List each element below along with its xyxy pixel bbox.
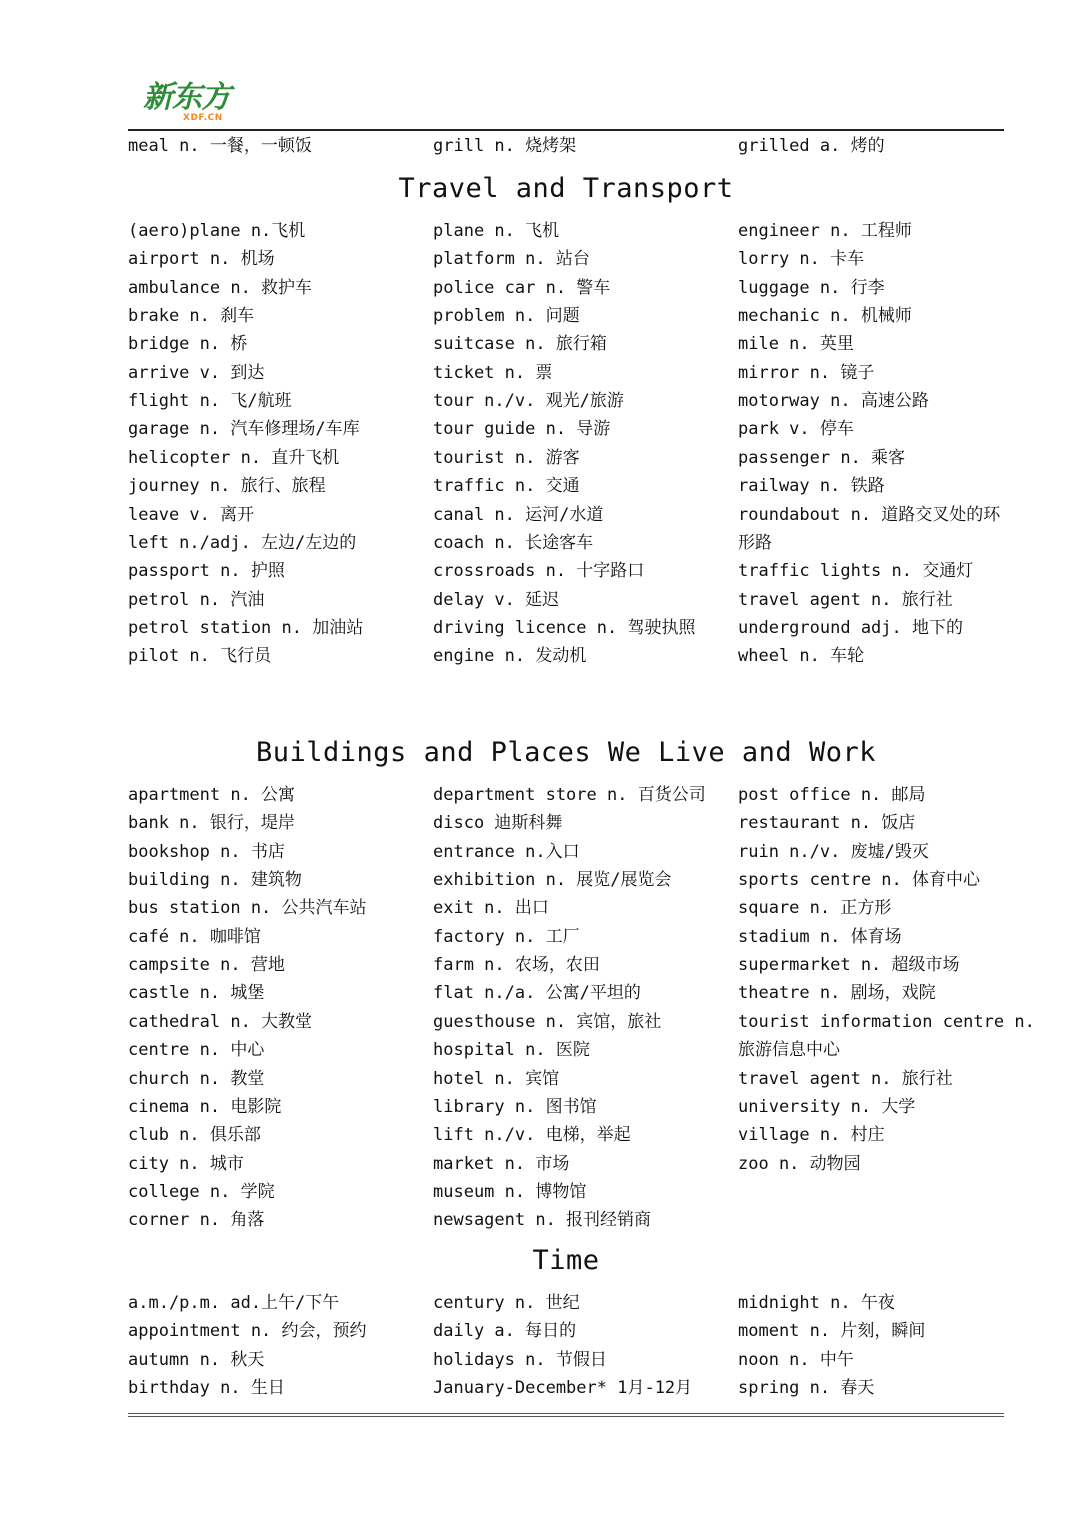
vocab-entry: restaurant n. 饭店 [738,813,916,834]
vocab-entry: petrol station n. 加油站 [128,617,364,638]
vocab-entry: café n. 咖啡馆 [128,926,261,947]
vocab-row [128,472,1028,500]
vocab-entry: plane n. 飞机 [433,221,560,241]
vocab-entry: garage n. 汽车修理场/车库 [128,419,360,440]
vocab-entry: grilled a. 烤的 [738,136,885,156]
vocab-entry: passport n. 护照 [128,561,285,582]
vocab-entry: railway n. 铁路 [738,476,885,497]
logo-domain: XDF.CN [183,113,223,123]
vocab-entry: university n. 大学 [738,1096,916,1117]
vocab-entry: daily a. 每日的 [433,1321,577,1342]
vocab-row [128,1093,1028,1121]
vocab-row [128,359,1028,387]
vocab-row [128,642,1028,670]
vocab-entry: tour n./v. 观光/旅游 [433,391,624,412]
vocab-row [128,1374,1028,1402]
vocab-entry: traffic n. 交通 [433,476,580,497]
vocab-entry: January-December* 1月-12月 [433,1378,693,1399]
vocab-row [128,809,1028,837]
vocab-row [128,529,1028,557]
vocab-row [128,1289,1028,1317]
vocab-entry: bank n. 银行，堤岸 [128,813,295,834]
vocab-entry: newsagent n. 报刊经销商 [433,1210,652,1231]
vocab-entry: farm n. 农场，农田 [433,955,600,976]
vocab-entry: roundabout n. 道路交叉处的环 [738,504,1001,525]
vocab-entry: ticket n. 票 [433,362,553,383]
vocab-row [128,1150,1028,1178]
vocab-row [128,501,1028,529]
vocab-entry: petrol n. 汽油 [128,589,265,610]
vocab-entry: college n. 学院 [128,1181,275,1202]
vocab-entry: midnight n. 午夜 [738,1293,895,1313]
vocab-row [128,1065,1028,1093]
header-rule [128,129,1004,131]
vocab-entry: appointment n. 约会，预约 [128,1321,367,1342]
vocab-entry: luggage n. 行李 [738,277,885,298]
vocab-entry: club n. 俱乐部 [128,1125,261,1146]
vocab-entry: 旅游信息中心 [738,1040,840,1061]
vocab-row [128,1346,1028,1374]
vocab-entry: building n. 建筑物 [128,870,302,891]
vocab-entry: passenger n. 乘客 [738,447,906,468]
vocab-entry: helicopter n. 直升飞机 [128,447,340,468]
vocab-entry: factory n. 工厂 [433,926,580,947]
vocab-entry: crossroads n. 十字路口 [433,561,645,582]
vocab-row [128,217,1028,245]
vocab-entry: platform n. 站台 [433,249,590,270]
vocab-entry: mechanic n. 机械师 [738,306,912,327]
vocab-row [128,1206,1028,1234]
vocab-row [128,614,1028,642]
vocab-entry: corner n. 角落 [128,1210,265,1231]
vocab-entry: moment n. 片刻，瞬间 [738,1321,926,1342]
vocab-row [128,444,1028,472]
vocab-row [128,557,1028,585]
vocab-entry: bookshop n. 书店 [128,841,285,862]
vocab-entry: pilot n. 飞行员 [128,646,272,667]
xdf-logo [143,82,253,126]
vocab-row [128,415,1028,443]
vocab-row [128,866,1028,894]
vocab-entry: birthday n. 生日 [128,1378,285,1399]
vocab-entry: holidays n. 节假日 [433,1349,607,1370]
vocab-entry: mile n. 英里 [738,334,854,355]
section-title-time: Time [532,1245,600,1276]
vocab-entry: hospital n. 医院 [433,1040,590,1061]
vocab-entry: century n. 世纪 [433,1293,580,1313]
vocab-entry: market n. 市场 [433,1153,570,1174]
vocab-row [128,1317,1028,1345]
vocab-row [128,923,1028,951]
vocab-entry: hotel n. 宾馆 [433,1068,560,1089]
vocab-entry: ruin n./v. 废墟/毁灭 [738,841,929,862]
vocab-row [128,1036,1028,1064]
vocab-entry: tourist n. 游客 [433,447,580,468]
vocab-entry: sports centre n. 体育中心 [738,870,980,891]
vocab-entry: 形路 [738,532,772,553]
section-title-buildings: Buildings and Places We Live and Work [256,737,876,768]
vocab-entry: ambulance n. 救护车 [128,277,313,298]
vocab-entry: meal n. 一餐，一顿饭 [128,136,312,156]
vocab-entry: post office n. 邮局 [738,785,926,805]
vocab-entry: exit n. 出口 [433,898,549,919]
vocab-row [128,387,1028,415]
vocab-row [128,330,1028,358]
vocab-entry: bus station n. 公共汽车站 [128,898,367,919]
logo-text: 新东方 [143,80,230,115]
vocab-entry: autumn n. 秋天 [128,1349,265,1370]
vocab-entry: castle n. 城堡 [128,983,265,1004]
vocab-row [128,302,1028,330]
vocab-row [128,1121,1028,1149]
vocab-entry: canal n. 运河/水道 [433,504,604,525]
vocab-entry: leave v. 离开 [128,504,255,525]
vocab-entry: guesthouse n. 宾馆，旅社 [433,1011,662,1032]
vocab-entry: coach n. 长途客车 [433,532,594,553]
vocab-entry: arrive v. 到达 [128,362,265,383]
vocab-entry: library n. 图书馆 [433,1096,597,1117]
vocab-entry: stadium n. 体育场 [738,926,902,947]
vocab-entry: mirror n. 镜子 [738,362,875,383]
vocab-entry: underground adj. 地下的 [738,617,963,638]
vocab-entry: travel agent n. 旅行社 [738,1068,953,1089]
vocab-entry: police car n. 警车 [433,277,611,298]
vocab-row [128,586,1028,614]
vocab-entry: department store n. 百货公司 [433,785,706,805]
vocab-entry: campsite n. 营地 [128,955,285,976]
vocab-entry: city n. 城市 [128,1153,244,1174]
section-title-travel: Travel and Transport [398,173,734,204]
vocab-entry: problem n. 问题 [433,306,580,327]
vocab-entry: park v. 停车 [738,419,854,440]
vocab-row [128,1178,1028,1206]
vocab-entry: centre n. 中心 [128,1040,265,1061]
vocab-entry: journey n. 旅行、旅程 [128,476,326,497]
vocab-entry: museum n. 博物馆 [433,1181,587,1202]
vocab-entry: airport n. 机场 [128,249,275,270]
vocab-entry: zoo n. 动物园 [738,1153,861,1174]
vocab-entry: a.m./p.m. ad.上午/下午 [128,1293,340,1313]
footer-rule [128,1413,1004,1414]
vocab-row [128,245,1028,273]
vocab-entry: grill n. 烧烤架 [433,136,577,156]
vocab-row [128,132,1028,160]
vocab-entry: engine n. 发动机 [433,646,587,667]
vocab-entry: spring n. 春天 [738,1378,875,1399]
vocab-entry: supermarket n. 超级市场 [738,955,960,976]
vocab-entry: entrance n.入口 [433,841,580,862]
vocab-entry: lift n./v. 电梯，举起 [433,1125,631,1146]
vocab-entry: travel agent n. 旅行社 [738,589,953,610]
vocab-entry: lorry n. 卡车 [738,249,865,270]
vocab-row [128,274,1028,302]
vocab-row [128,781,1028,809]
vocab-entry: exhibition n. 展览/展览会 [433,870,672,891]
vocab-row [128,838,1028,866]
vocab-entry: engineer n. 工程师 [738,221,912,241]
vocab-entry: wheel n. 车轮 [738,646,865,667]
vocab-entry: brake n. 刹车 [128,306,255,327]
vocab-entry: driving licence n. 驾驶执照 [433,617,696,638]
vocab-entry: church n. 教堂 [128,1068,265,1089]
vocab-entry: delay v. 延迟 [433,589,560,610]
vocab-entry: bridge n. 桥 [128,334,248,355]
vocab-entry: tourist information centre n. [738,1011,1035,1032]
vocab-entry: suitcase n. 旅行箱 [433,334,607,355]
vocab-entry: apartment n. 公寓 [128,785,296,805]
footer-rule-double [128,1416,1004,1417]
vocab-entry: square n. 正方形 [738,898,892,919]
vocab-entry: left n./adj. 左边/左边的 [128,532,357,553]
vocab-row [128,894,1028,922]
vocab-entry: (aero)plane n.飞机 [128,221,306,241]
vocab-entry: noon n. 中午 [738,1349,854,1370]
vocab-entry: cathedral n. 大教堂 [128,1011,313,1032]
vocab-entry: tour guide n. 导游 [433,419,611,440]
vocab-row [128,951,1028,979]
vocab-entry: motorway n. 高速公路 [738,391,929,412]
vocab-row [128,979,1028,1007]
vocab-entry: village n. 村庄 [738,1125,885,1146]
vocab-entry: traffic lights n. 交通灯 [738,561,974,582]
vocab-entry: flight n. 飞/航班 [128,391,292,412]
vocab-row [128,1008,1035,1036]
vocab-entry: flat n./a. 公寓/平坦的 [433,983,641,1004]
vocab-entry: disco 迪斯科舞 [433,813,563,834]
vocab-entry: cinema n. 电影院 [128,1096,282,1117]
vocab-entry: theatre n. 剧场，戏院 [738,983,936,1004]
